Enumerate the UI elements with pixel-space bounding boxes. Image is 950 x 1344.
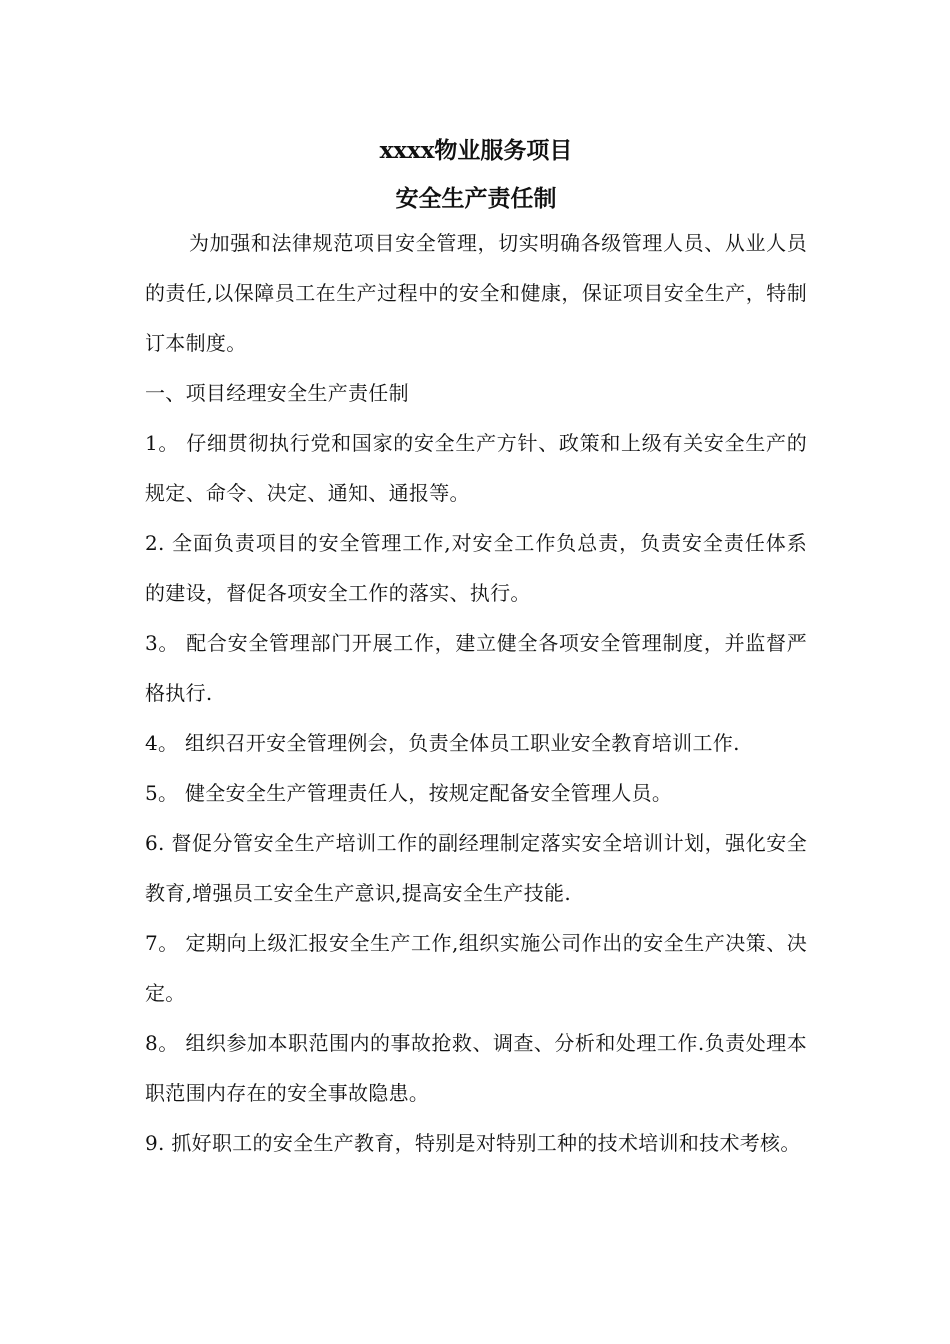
list-item: 1。 仔细贯彻执行党和国家的安全生产方针、政策和上级有关安全生产的规定、命令、决定、通知、通报等。 [145, 431, 807, 505]
list-item: 7。 定期向上级汇报安全生产工作,组织实施公司作出的安全生产决策、决定。 [145, 931, 807, 1005]
list-item: 9. 抓好职工的安全生产教育，特别是对特别工种的技术培训和技术考核。 [145, 1131, 801, 1155]
list-item: 5。 健全安全生产管理责任人，按规定配备安全管理人员。 [145, 781, 673, 805]
list-item: 4。 组织召开安全管理例会，负责全体员工职业安全教育培训工作. [145, 731, 740, 755]
document-subtitle: 安全生产责任制 [395, 185, 557, 212]
list-item: 6. 督促分管安全生产培训工作的副经理制定落实安全培训计划，强化安全教育,增强员工安全生产意识,提高安全生产技能. [145, 831, 807, 905]
document-body [145, 134, 807, 1168]
list-item: 3。 配合安全管理部门开展工作，建立健全各项安全管理制度，并监督严格执行. [145, 631, 807, 705]
list-item: 8。 组织参加本职范围内的事故抢救、调查、分析和处理工作.负责处理本职范围内存在的安全事故隐患。 [145, 1031, 807, 1105]
responsibility-list [145, 418, 807, 1168]
list-item: 2. 全面负责项目的安全管理工作,对安全工作负总责，负责安全责任体系的建设，督促各项安全工作的落实、执行。 [145, 531, 807, 605]
section-heading: 一、项目经理安全生产责任制 [145, 381, 409, 405]
intro-paragraph: 为加强和法律规范项目安全管理，切实明确各级管理人员、从业人员的责任,以保障员工在生产过程中的安全和健康，保证项目安全生产，特制订本制度。 [145, 231, 807, 355]
document-title: xxxx物业服务项目 [379, 137, 573, 164]
